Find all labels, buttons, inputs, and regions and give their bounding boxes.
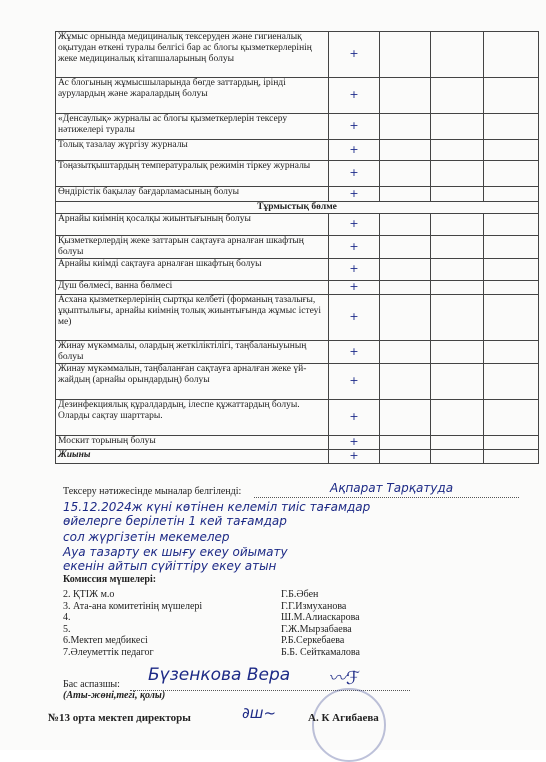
- check-mark: +: [349, 374, 359, 387]
- check-mark: +: [349, 142, 359, 156]
- handwritten-line: Ақпарат Тарқатуда: [330, 481, 454, 495]
- chef-scribble-signature: 〰ℱ: [328, 668, 361, 689]
- section-title: Тұрмыстық бөлме: [56, 202, 539, 214]
- criterion-text: Душ бөлмесі, ванна бөлмесі: [56, 281, 329, 295]
- empty-cell: [380, 295, 431, 341]
- empty-cell: [380, 32, 431, 78]
- empty-cell: [431, 341, 484, 364]
- check-cell: [329, 140, 380, 161]
- empty-cell: [484, 114, 539, 140]
- chef-signature: Бүзенкова Вера: [148, 665, 291, 685]
- check-mark: +: [349, 410, 359, 423]
- check-cell: [329, 78, 380, 114]
- empty-cell: [431, 259, 484, 281]
- empty-cell: [484, 364, 539, 400]
- empty-cell: [484, 450, 539, 464]
- check-mark: +: [349, 280, 359, 293]
- empty-cell: [380, 114, 431, 140]
- table-row: [56, 32, 539, 78]
- member-name: Б.Б. Сейткамалова: [281, 646, 360, 658]
- empty-cell: [431, 161, 484, 187]
- criterion-text: Москит торының болуы: [56, 436, 329, 450]
- criterion-text: Жинау мүкәммалын, таңбаланған сақтауға арналған жеке үй-жайдың (арнайы орындардың) болуы: [56, 364, 329, 400]
- criterion-text: Тоңазытқыштардың температуралық режимін тіркеу журналы: [56, 161, 329, 187]
- empty-cell: [431, 450, 484, 464]
- check-cell: [329, 259, 380, 281]
- empty-cell: [380, 364, 431, 400]
- empty-cell: [484, 32, 539, 78]
- member-role: 5.: [63, 623, 71, 635]
- empty-cell: [380, 140, 431, 161]
- empty-cell: [484, 295, 539, 341]
- official-stamp: [312, 688, 386, 762]
- empty-cell: [431, 32, 484, 78]
- handwritten-line: 15.12.2024ж күні көтінен келеміл тиіс тағамдар: [63, 500, 371, 514]
- handwritten-line: екенін айтып сүйіттіру екеу атын: [63, 559, 277, 573]
- check-mark: +: [349, 166, 359, 179]
- empty-cell: [484, 281, 539, 295]
- empty-cell: [484, 236, 539, 259]
- table-row: [56, 78, 539, 114]
- check-mark: +: [349, 217, 359, 230]
- check-cell: [329, 295, 380, 341]
- check-cell: [329, 400, 380, 436]
- criterion-text: Қызметкерлердің жеке заттарын сақтауға арналған шкафтың болуы: [56, 236, 329, 259]
- empty-cell: [380, 436, 431, 450]
- chef-sub-label: (Аты-жөні,тегі, қолы): [63, 690, 166, 701]
- chef-label: Бас аспазшы:: [63, 679, 120, 690]
- empty-cell: [484, 140, 539, 161]
- table-row: [56, 214, 539, 236]
- empty-cell: [431, 187, 484, 202]
- table-row: [56, 236, 539, 259]
- member-role: 6.Мектеп медбикесі: [63, 635, 148, 646]
- member-role: 4.: [63, 612, 71, 623]
- director-label: №13 орта мектеп директоры: [48, 712, 191, 724]
- check-mark: +: [349, 262, 359, 275]
- table-row: [56, 281, 539, 295]
- table-row: [56, 295, 539, 341]
- table-row: [56, 161, 539, 187]
- section-row: [56, 202, 539, 214]
- empty-cell: [484, 78, 539, 114]
- member-name: Г.Г.Измуханова: [281, 600, 347, 612]
- empty-cell: [380, 450, 431, 464]
- member-name: Г.Б.Әбен: [281, 589, 319, 600]
- criterion-text: Дезинфекциялық құралдардың, ілеспе құжаттардың болуы. Оларды сақтау шарттары.: [56, 400, 329, 436]
- table-row: [56, 187, 539, 202]
- check-cell: [329, 341, 380, 364]
- empty-cell: [380, 259, 431, 281]
- check-cell: [329, 114, 380, 140]
- check-mark: +: [349, 186, 359, 200]
- member-role: 7.Әлеуметтік педагог: [63, 646, 154, 658]
- director-signature: ∂ш~: [242, 704, 277, 722]
- empty-cell: [431, 364, 484, 400]
- table-row: [56, 400, 539, 436]
- check-cell: [329, 214, 380, 236]
- empty-cell: [484, 161, 539, 187]
- check-cell: [329, 187, 380, 202]
- criterion-text: «Денсаулық» журналы ас блогы қызметкерлерін тексеру нәтижелері туралы: [56, 114, 329, 140]
- table-row: [56, 364, 539, 400]
- empty-cell: [431, 78, 484, 114]
- check-cell: [329, 161, 380, 187]
- empty-cell: [431, 214, 484, 236]
- criterion-text: Жинау мүкәммалы, олардың жеткіліктілігі, таңбаланыуының болуы: [56, 341, 329, 364]
- empty-cell: [431, 400, 484, 436]
- handwritten-line: сол жүргізетін мекемелер: [63, 530, 230, 544]
- criterion-text: Ас блогының жұмысшыларында бөгде заттардың, ірінді аурулардың және жаралардың болуы: [56, 78, 329, 114]
- table-row: [56, 341, 539, 364]
- inspection-table-body: [56, 32, 539, 464]
- findings-line: [63, 486, 523, 497]
- check-mark: +: [349, 119, 359, 132]
- empty-cell: [484, 436, 539, 450]
- empty-cell: [380, 236, 431, 259]
- total-label: Жиыны: [56, 450, 329, 464]
- table-row: [56, 436, 539, 450]
- check-cell: [329, 281, 380, 295]
- inspection-table: [55, 31, 539, 464]
- commission-title: Комиссия мүшелері:: [63, 574, 157, 585]
- empty-cell: [484, 214, 539, 236]
- empty-cell: [484, 341, 539, 364]
- total-check-cell: [329, 450, 380, 464]
- empty-cell: [431, 281, 484, 295]
- findings-underline: [254, 497, 519, 498]
- empty-cell: [484, 259, 539, 281]
- table-row: [56, 140, 539, 161]
- empty-cell: [380, 78, 431, 114]
- empty-cell: [380, 341, 431, 364]
- empty-cell: [431, 436, 484, 450]
- member-role: 2. ҚТІЖ м.о: [63, 589, 115, 600]
- check-mark: +: [349, 47, 359, 60]
- member-name: Ш.М.Алиаскарова: [281, 612, 360, 623]
- check-cell: [329, 436, 380, 450]
- criterion-text: Толық тазалау жүргізу журналы: [56, 140, 329, 161]
- table-row: [56, 259, 539, 281]
- check-cell: [329, 364, 380, 400]
- total-row: [56, 450, 539, 464]
- check-cell: [329, 32, 380, 78]
- handwritten-line: Ауа тазарту ек шығу екеу ойымату: [63, 545, 288, 559]
- member-name: Р.Б.Серкебаева: [281, 635, 345, 646]
- empty-cell: [431, 140, 484, 161]
- table-row: [56, 114, 539, 140]
- empty-cell: [431, 295, 484, 341]
- check-cell: [329, 236, 380, 259]
- check-mark: +: [349, 239, 359, 253]
- empty-cell: [380, 214, 431, 236]
- findings-label: Тексеру нәтижесінде мыналар белгіленді:: [63, 486, 242, 497]
- director-name: А. К Агибаева: [308, 712, 379, 724]
- member-role: 3. Ата-ана комитетінің мүшелері: [63, 600, 203, 612]
- criterion-text: Асхана қызметкерлерінің сыртқы келбеті (форманың тазалығы, ұқыптылығы, арнайы киімнің толық жиынтығында жұмыс істеуі ме): [56, 295, 329, 341]
- member-name: Г.Ж.Мырзабаева: [281, 623, 352, 635]
- empty-cell: [484, 187, 539, 202]
- total-check-mark: +: [349, 449, 359, 462]
- chef-underline: [130, 690, 410, 691]
- empty-cell: [431, 114, 484, 140]
- criterion-text: Өндірістік бақылау бағдарламасының болуы: [56, 187, 329, 202]
- criterion-text: Жұмыс орнында медициналық тексеруден және гигиеналық оқытудан өткені туралы белгісі бар ас блогы қызметкерлерінің жеке медициналық кітапшаларының болуы: [56, 32, 329, 78]
- check-mark: +: [349, 88, 359, 101]
- empty-cell: [380, 400, 431, 436]
- check-mark: +: [349, 344, 359, 358]
- criterion-text: Арнайы киімді сақтауға арналған шкафтың болуы: [56, 259, 329, 281]
- criterion-text: Арнайы киімнің қосалқы жиынтығының болуы: [56, 214, 329, 236]
- empty-cell: [484, 400, 539, 436]
- empty-cell: [431, 236, 484, 259]
- empty-cell: [380, 187, 431, 202]
- empty-cell: [380, 281, 431, 295]
- check-mark: +: [349, 435, 359, 448]
- check-mark: +: [349, 310, 359, 323]
- handwritten-line: өйелерге берілетін 1 кей тағамдар: [63, 514, 287, 528]
- empty-cell: [380, 161, 431, 187]
